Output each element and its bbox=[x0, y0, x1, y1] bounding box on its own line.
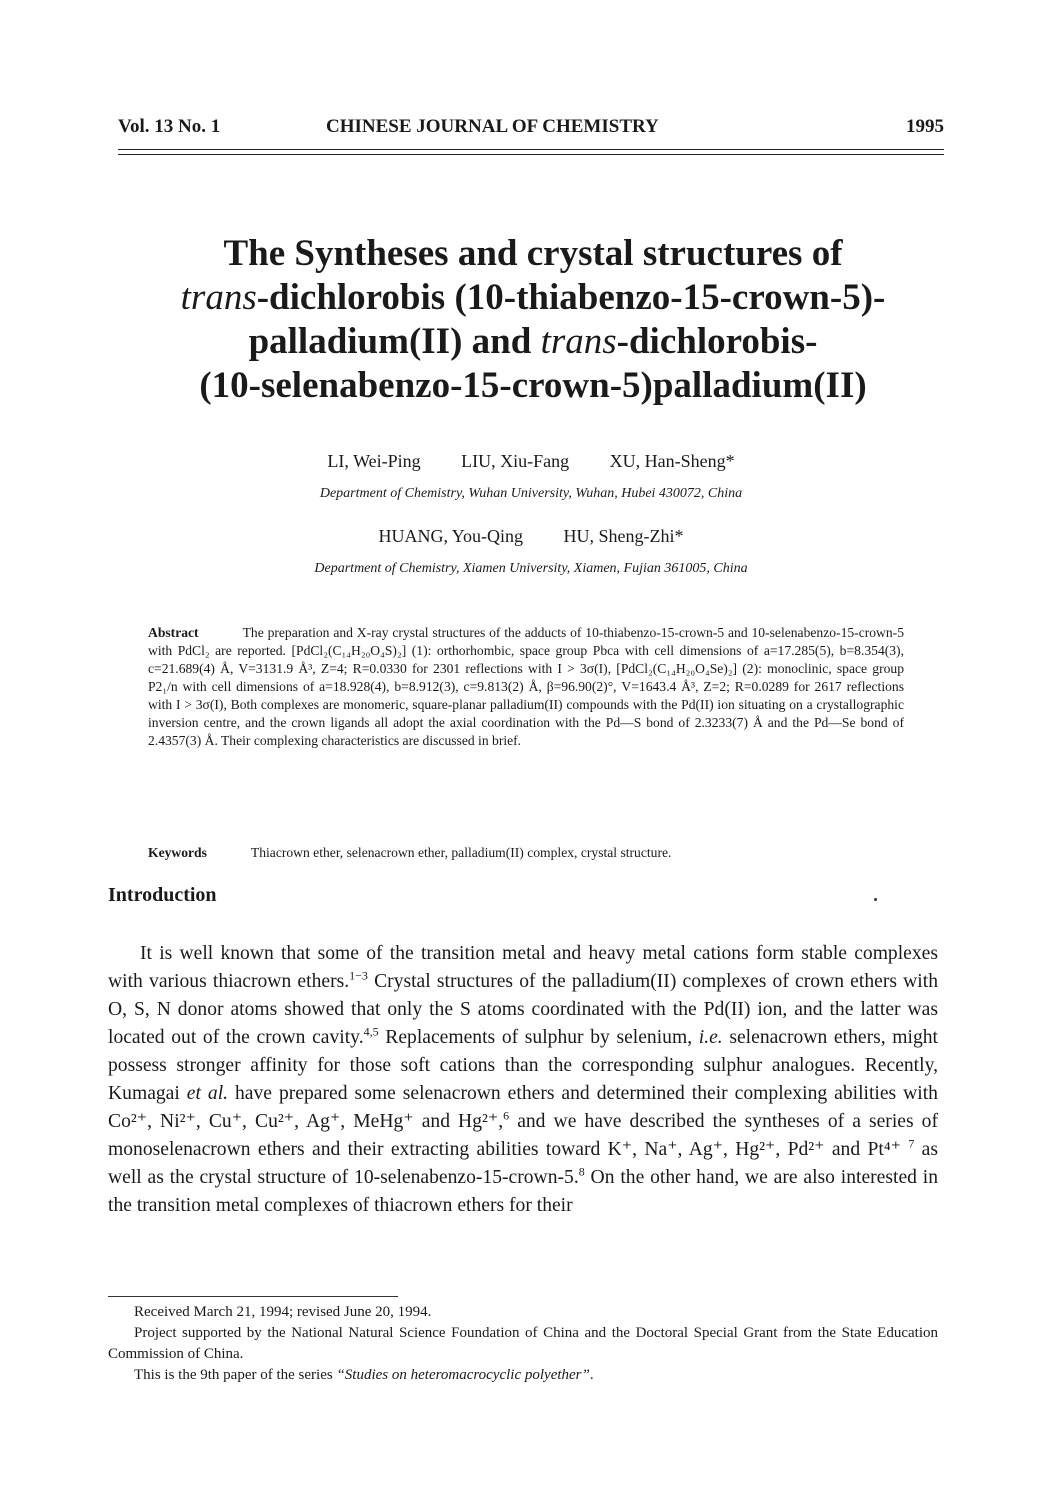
header-rule-bottom bbox=[118, 154, 944, 155]
author: LI, Wei-Ping bbox=[327, 451, 421, 471]
citation: 6 bbox=[503, 1108, 510, 1123]
abstract-label: Abstract bbox=[148, 625, 199, 640]
header-rule-top bbox=[118, 149, 944, 150]
title-line-4: (10-selenabenzo-15-crown-5)palladium(II) bbox=[199, 365, 867, 406]
title-italic-trans: trans bbox=[540, 321, 617, 362]
author-list-1 bbox=[118, 451, 944, 472]
title-line-1: The Syntheses and crystal structures of bbox=[223, 233, 843, 274]
footnote-rule bbox=[108, 1296, 398, 1297]
footnote-series: This is the 9th paper of the series “Studies on heteromacrocyclic polyether”. bbox=[134, 1367, 594, 1383]
title-italic-trans: trans bbox=[180, 277, 257, 318]
author: HUANG, You-Qing bbox=[378, 526, 524, 546]
journal-name: CHINESE JOURNAL OF CHEMISTRY bbox=[326, 116, 659, 137]
author: HU, Sheng-Zhi* bbox=[563, 526, 684, 546]
keywords bbox=[148, 845, 904, 861]
citation: 1−3 bbox=[349, 968, 368, 983]
introduction-body: It is well known that some of the transition metal and heavy metal cations form stable complexes with various thiacrown ethers.$^{1-3}$ Crystal structures of the palladium(II) complexes of crown ethers with O, S, N donor atoms showed that only the S atoms coordinated with the Pd(II) ion, and the latter was located out of the crown cavity.$^{4,5}$ Replacements of sulphur by selenium, i.e. selenacrown ethers, might possess stronger affinity for those soft cations than the corresponding sulphur analogues. Recently, Kumagai et al. have prepared some selenacrown ethers and determined their complexing abilities with Co²⁺, Ni²⁺, Cu⁺, Cu²⁺, Ag⁺, MeHg⁺ and Hg²⁺,$^6$ and we have described the syntheses of a series of monoselenacrown ethers and their extracting abilities toward K⁺, Na⁺, Ag⁺, Hg²⁺, Pd²⁺ and Pt⁴⁺ $^7$ as well as the crystal structure of 10-selenabenzo-15-crown-5.$^8$ On the other hand, we are also interested in the transition metal complexes of thiacrown ethers for their bbox=[108, 943, 939, 1216]
footnote-received: Received March 21, 1994; revised June 20, 1994. bbox=[134, 1304, 432, 1320]
title-line-3: palladium(II) and trans-dichlorobis- bbox=[248, 321, 818, 362]
citation: 7 bbox=[908, 1136, 915, 1151]
abstract-text: The preparation and X-ray crystal structures of the adducts of 10-thiabenzo-15-crown-5 and 10-selenabenzo-15-crown-5 with PdCl₂ are reported. [PdCl₂(C₁₄H₂₀O₄S)₂] (1): orthorhombic, space group Pbca with cell dimensions of a=17.285(5), b=8.354(3), c=21.689(4) Å, V=3131.9 Å³, Z=4; R=0.0330 for 2301 reflections with I > 3σ(I), [PdCl₂(C₁₄H₂₀O₄Se)₂] (2): monoclinic, space group P2₁/n with cell dimensions of a=18.928(4), b=8.912(3), c=9.813(2) Å, β=96.90(2)°, V=1643.4 Å³, Z=2; R=0.0289 for 2617 reflections with I > 3σ(I), Both complexes are monomeric, square-planar palladium(II) compounds with the Pd(II) ion situating on a crystallographic inversion centre, and the crown ligands all adopt the axial coordination with the Pd—S bond of 2.3233(7) Å and the Pd—Se bond of 2.4357(3) Å. Their complexing characteristics are discussed in brief. bbox=[148, 625, 904, 748]
section-heading-introduction: Introduction bbox=[108, 884, 217, 906]
paper-title bbox=[110, 232, 956, 408]
abstract bbox=[148, 624, 904, 750]
author: LIU, Xiu-Fang bbox=[461, 451, 570, 471]
affiliation-1: Department of Chemistry, Wuhan University, Wuhan, Hubei 430072, China bbox=[319, 486, 743, 501]
keywords-label: Keywords bbox=[148, 845, 207, 860]
author: XU, Han-Sheng* bbox=[609, 451, 735, 471]
keywords-text: Thiacrown ether, selenacrown ether, palladium(II) complex, crystal structure. bbox=[250, 845, 672, 860]
citation: 8 bbox=[578, 1164, 585, 1179]
volume-label: Vol. 13 No. 1 bbox=[118, 116, 221, 137]
citation: 4,5 bbox=[363, 1024, 379, 1039]
year-label: 1995 bbox=[906, 116, 944, 137]
footnotes bbox=[108, 1302, 938, 1386]
running-header bbox=[118, 116, 944, 142]
title-line-2: trans-dichlorobis (10-thiabenzo-15-crown-5)- bbox=[180, 277, 886, 318]
affiliation-2: Department of Chemistry, Xiamen University, Xiamen, Fujian 361005, China bbox=[314, 561, 748, 576]
footnote-support: Project supported by the National Natural Science Foundation of China and the Doctoral Special Grant from the State Education Commission of China. bbox=[108, 1325, 938, 1362]
stray-dot bbox=[874, 898, 877, 901]
author-list-2 bbox=[118, 526, 944, 547]
